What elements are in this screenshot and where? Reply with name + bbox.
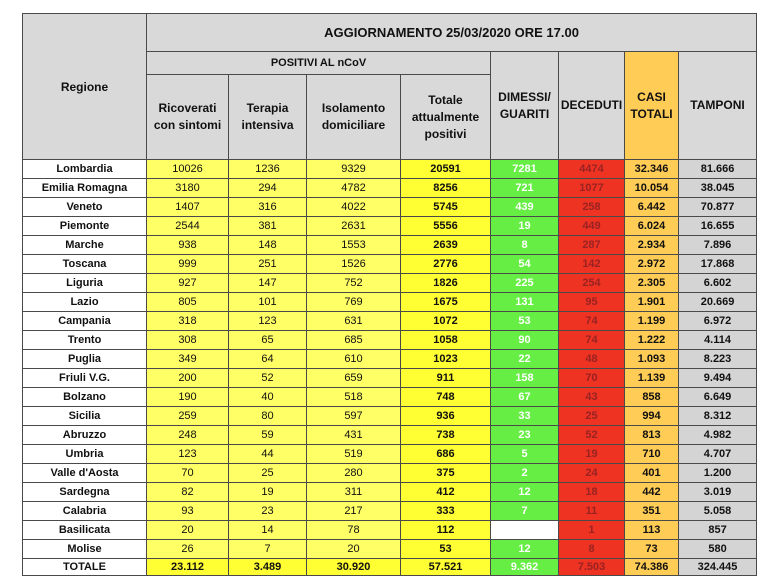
casi-totali-cell: 74.386 (625, 559, 679, 576)
dimessi-cell: 23 (491, 426, 559, 445)
ricoverati-cell: 123 (147, 445, 229, 464)
deceduti-cell: 287 (559, 236, 625, 255)
deceduti-cell: 4474 (559, 160, 625, 179)
terapia-cell: 23 (229, 502, 307, 521)
table-row (23, 426, 757, 445)
ricoverati-cell: 349 (147, 350, 229, 369)
dimessi-cell: 90 (491, 331, 559, 350)
tamponi-cell: 81.666 (679, 160, 757, 179)
isolamento-cell: 1526 (307, 255, 401, 274)
region-cell: Valle d'Aosta (23, 464, 147, 483)
totale-positivi-cell: 412 (401, 483, 491, 502)
casi-totali-cell: 2.972 (625, 255, 679, 274)
terapia-cell: 80 (229, 407, 307, 426)
totale-positivi-cell: 2639 (401, 236, 491, 255)
totale-positivi-cell: 1058 (401, 331, 491, 350)
casi-totali-cell: 6.442 (625, 198, 679, 217)
terapia-cell: 40 (229, 388, 307, 407)
dimessi-cell: 7281 (491, 160, 559, 179)
casi-totali-cell: 813 (625, 426, 679, 445)
casi-totali-cell: 401 (625, 464, 679, 483)
terapia-cell: 65 (229, 331, 307, 350)
table-row (23, 388, 757, 407)
isolamento-cell: 597 (307, 407, 401, 426)
ricoverati-cell: 927 (147, 274, 229, 293)
casi-totali-cell: 10.054 (625, 179, 679, 198)
region-cell: Toscana (23, 255, 147, 274)
tamponi-cell: 4.114 (679, 331, 757, 350)
dimessi-cell: 22 (491, 350, 559, 369)
ricoverati-cell: 2544 (147, 217, 229, 236)
isolamento-cell: 20 (307, 540, 401, 559)
terapia-cell: 44 (229, 445, 307, 464)
dimessi-cell: 9.362 (491, 559, 559, 576)
tamponi-cell: 6.649 (679, 388, 757, 407)
casi-totali-cell: 710 (625, 445, 679, 464)
totale-positivi-cell: 20591 (401, 160, 491, 179)
totale-positivi-cell: 1023 (401, 350, 491, 369)
dimessi-cell: 131 (491, 293, 559, 312)
dimessi-cell: 53 (491, 312, 559, 331)
isolamento-cell: 1553 (307, 236, 401, 255)
isolamento-cell: 431 (307, 426, 401, 445)
table-row (23, 236, 757, 255)
totale-positivi-cell: 738 (401, 426, 491, 445)
deceduti-cell: 449 (559, 217, 625, 236)
deceduti-cell: 1 (559, 521, 625, 540)
region-cell: Marche (23, 236, 147, 255)
header-totale-positivi: Totale attualmente positivi (401, 75, 491, 160)
header-ricoverati: Ricoverati con sintomi (147, 75, 229, 160)
header-casi-totali: CASI TOTALI (625, 52, 679, 160)
ricoverati-cell: 999 (147, 255, 229, 274)
tamponi-cell: 9.494 (679, 369, 757, 388)
region-cell: Campania (23, 312, 147, 331)
table-row (23, 445, 757, 464)
deceduti-cell: 74 (559, 312, 625, 331)
terapia-cell: 251 (229, 255, 307, 274)
ricoverati-cell: 259 (147, 407, 229, 426)
terapia-cell: 7 (229, 540, 307, 559)
header-positivi: POSITIVI AL nCoV (147, 52, 491, 75)
terapia-cell: 381 (229, 217, 307, 236)
deceduti-cell: 7.503 (559, 559, 625, 576)
deceduti-cell: 43 (559, 388, 625, 407)
isolamento-cell: 78 (307, 521, 401, 540)
table-row (23, 198, 757, 217)
table-row (23, 255, 757, 274)
isolamento-cell: 4782 (307, 179, 401, 198)
region-cell: Trento (23, 331, 147, 350)
region-cell: Veneto (23, 198, 147, 217)
isolamento-cell: 217 (307, 502, 401, 521)
casi-totali-cell: 1.093 (625, 350, 679, 369)
tamponi-cell: 1.200 (679, 464, 757, 483)
table-row (23, 350, 757, 369)
totale-positivi-cell: 1826 (401, 274, 491, 293)
ricoverati-cell: 3180 (147, 179, 229, 198)
isolamento-cell: 311 (307, 483, 401, 502)
region-cell: Lazio (23, 293, 147, 312)
casi-totali-cell: 1.901 (625, 293, 679, 312)
tamponi-cell: 17.868 (679, 255, 757, 274)
totale-positivi-cell: 2776 (401, 255, 491, 274)
dimessi-cell: 225 (491, 274, 559, 293)
header-tamponi: TAMPONI (679, 52, 757, 160)
deceduti-cell: 25 (559, 407, 625, 426)
region-cell: Sardegna (23, 483, 147, 502)
totale-positivi-cell: 911 (401, 369, 491, 388)
table-row (23, 540, 757, 559)
deceduti-cell: 95 (559, 293, 625, 312)
table-row (23, 331, 757, 350)
isolamento-cell: 631 (307, 312, 401, 331)
region-cell: TOTALE (23, 559, 147, 576)
tamponi-cell: 8.223 (679, 350, 757, 369)
ricoverati-cell: 805 (147, 293, 229, 312)
isolamento-cell: 769 (307, 293, 401, 312)
terapia-cell: 19 (229, 483, 307, 502)
isolamento-cell: 518 (307, 388, 401, 407)
isolamento-cell: 4022 (307, 198, 401, 217)
deceduti-cell: 8 (559, 540, 625, 559)
deceduti-cell: 142 (559, 255, 625, 274)
table-row (23, 464, 757, 483)
ricoverati-cell: 93 (147, 502, 229, 521)
terapia-cell: 14 (229, 521, 307, 540)
table-row (23, 369, 757, 388)
region-cell: Sicilia (23, 407, 147, 426)
totale-positivi-cell: 748 (401, 388, 491, 407)
totale-positivi-cell: 5745 (401, 198, 491, 217)
ricoverati-cell: 10026 (147, 160, 229, 179)
totale-positivi-cell: 53 (401, 540, 491, 559)
ricoverati-cell: 82 (147, 483, 229, 502)
casi-totali-cell: 2.305 (625, 274, 679, 293)
deceduti-cell: 18 (559, 483, 625, 502)
deceduti-cell: 1077 (559, 179, 625, 198)
tamponi-cell: 16.655 (679, 217, 757, 236)
dimessi-cell: 158 (491, 369, 559, 388)
ricoverati-cell: 23.112 (147, 559, 229, 576)
region-cell: Piemonte (23, 217, 147, 236)
totale-positivi-cell: 686 (401, 445, 491, 464)
dimessi-cell: 19 (491, 217, 559, 236)
ricoverati-cell: 200 (147, 369, 229, 388)
terapia-cell: 148 (229, 236, 307, 255)
terapia-cell: 147 (229, 274, 307, 293)
region-cell: Umbria (23, 445, 147, 464)
terapia-cell: 101 (229, 293, 307, 312)
deceduti-cell: 254 (559, 274, 625, 293)
totale-positivi-cell: 112 (401, 521, 491, 540)
region-cell: Emilia Romagna (23, 179, 147, 198)
tamponi-cell: 5.058 (679, 502, 757, 521)
tamponi-cell: 20.669 (679, 293, 757, 312)
table-body (23, 160, 757, 576)
casi-totali-cell: 1.139 (625, 369, 679, 388)
deceduti-cell: 52 (559, 426, 625, 445)
ricoverati-cell: 248 (147, 426, 229, 445)
ricoverati-cell: 308 (147, 331, 229, 350)
dimessi-cell: 67 (491, 388, 559, 407)
table-row (23, 483, 757, 502)
dimessi-cell: 7 (491, 502, 559, 521)
region-cell: Puglia (23, 350, 147, 369)
deceduti-cell: 11 (559, 502, 625, 521)
table-row (23, 559, 757, 576)
isolamento-cell: 2631 (307, 217, 401, 236)
dimessi-cell: 12 (491, 540, 559, 559)
deceduti-cell: 24 (559, 464, 625, 483)
casi-totali-cell: 1.199 (625, 312, 679, 331)
ricoverati-cell: 190 (147, 388, 229, 407)
table-row (23, 179, 757, 198)
table-row (23, 502, 757, 521)
ricoverati-cell: 938 (147, 236, 229, 255)
dimessi-cell: 54 (491, 255, 559, 274)
ricoverati-cell: 70 (147, 464, 229, 483)
table-row (23, 407, 757, 426)
dimessi-cell: 33 (491, 407, 559, 426)
ricoverati-cell: 1407 (147, 198, 229, 217)
casi-totali-cell: 6.024 (625, 217, 679, 236)
casi-totali-cell: 351 (625, 502, 679, 521)
dimessi-cell: 12 (491, 483, 559, 502)
header-deceduti: DECEDUTI (559, 52, 625, 160)
table-row (23, 312, 757, 331)
tamponi-cell: 857 (679, 521, 757, 540)
header-regione: Regione (23, 14, 147, 160)
isolamento-cell: 519 (307, 445, 401, 464)
deceduti-cell: 258 (559, 198, 625, 217)
ricoverati-cell: 26 (147, 540, 229, 559)
tamponi-cell: 6.972 (679, 312, 757, 331)
casi-totali-cell: 442 (625, 483, 679, 502)
casi-totali-cell: 994 (625, 407, 679, 426)
casi-totali-cell: 858 (625, 388, 679, 407)
header-isolamento: Isolamento domiciliare (307, 75, 401, 160)
table-row (23, 274, 757, 293)
casi-totali-cell: 1.222 (625, 331, 679, 350)
isolamento-cell: 30.920 (307, 559, 401, 576)
isolamento-cell: 9329 (307, 160, 401, 179)
dimessi-cell: 2 (491, 464, 559, 483)
header-dimessi: DIMESSI/ GUARITI (491, 52, 559, 160)
dimessi-cell (491, 521, 559, 540)
terapia-cell: 316 (229, 198, 307, 217)
casi-totali-cell: 2.934 (625, 236, 679, 255)
casi-totali-cell: 113 (625, 521, 679, 540)
terapia-cell: 25 (229, 464, 307, 483)
totale-positivi-cell: 1072 (401, 312, 491, 331)
header-terapia: Terapia intensiva (229, 75, 307, 160)
tamponi-cell: 6.602 (679, 274, 757, 293)
totale-positivi-cell: 5556 (401, 217, 491, 236)
isolamento-cell: 610 (307, 350, 401, 369)
terapia-cell: 123 (229, 312, 307, 331)
dimessi-cell: 8 (491, 236, 559, 255)
tamponi-cell: 3.019 (679, 483, 757, 502)
totale-positivi-cell: 57.521 (401, 559, 491, 576)
covid-regional-table (22, 13, 757, 576)
region-cell: Abruzzo (23, 426, 147, 445)
table-row (23, 160, 757, 179)
terapia-cell: 64 (229, 350, 307, 369)
totale-positivi-cell: 936 (401, 407, 491, 426)
tamponi-cell: 580 (679, 540, 757, 559)
totale-positivi-cell: 333 (401, 502, 491, 521)
isolamento-cell: 280 (307, 464, 401, 483)
dimessi-cell: 5 (491, 445, 559, 464)
region-cell: Friuli V.G. (23, 369, 147, 388)
ricoverati-cell: 318 (147, 312, 229, 331)
tamponi-cell: 38.045 (679, 179, 757, 198)
region-cell: Calabria (23, 502, 147, 521)
totale-positivi-cell: 1675 (401, 293, 491, 312)
region-cell: Liguria (23, 274, 147, 293)
terapia-cell: 52 (229, 369, 307, 388)
ricoverati-cell: 20 (147, 521, 229, 540)
table-row (23, 217, 757, 236)
casi-totali-cell: 32.346 (625, 160, 679, 179)
deceduti-cell: 19 (559, 445, 625, 464)
deceduti-cell: 48 (559, 350, 625, 369)
table-row (23, 521, 757, 540)
isolamento-cell: 752 (307, 274, 401, 293)
region-cell: Basilicata (23, 521, 147, 540)
isolamento-cell: 685 (307, 331, 401, 350)
terapia-cell: 3.489 (229, 559, 307, 576)
terapia-cell: 294 (229, 179, 307, 198)
region-cell: Molise (23, 540, 147, 559)
tamponi-cell: 4.707 (679, 445, 757, 464)
dimessi-cell: 439 (491, 198, 559, 217)
terapia-cell: 1236 (229, 160, 307, 179)
terapia-cell: 59 (229, 426, 307, 445)
casi-totali-cell: 73 (625, 540, 679, 559)
dimessi-cell: 721 (491, 179, 559, 198)
isolamento-cell: 659 (307, 369, 401, 388)
tamponi-cell: 70.877 (679, 198, 757, 217)
region-cell: Bolzano (23, 388, 147, 407)
tamponi-cell: 4.982 (679, 426, 757, 445)
totale-positivi-cell: 375 (401, 464, 491, 483)
deceduti-cell: 70 (559, 369, 625, 388)
deceduti-cell: 74 (559, 331, 625, 350)
table-row (23, 293, 757, 312)
totale-positivi-cell: 8256 (401, 179, 491, 198)
tamponi-cell: 8.312 (679, 407, 757, 426)
region-cell: Lombardia (23, 160, 147, 179)
tamponi-cell: 324.445 (679, 559, 757, 576)
tamponi-cell: 7.896 (679, 236, 757, 255)
header-update-title: AGGIORNAMENTO 25/03/2020 ORE 17.00 (147, 14, 757, 52)
